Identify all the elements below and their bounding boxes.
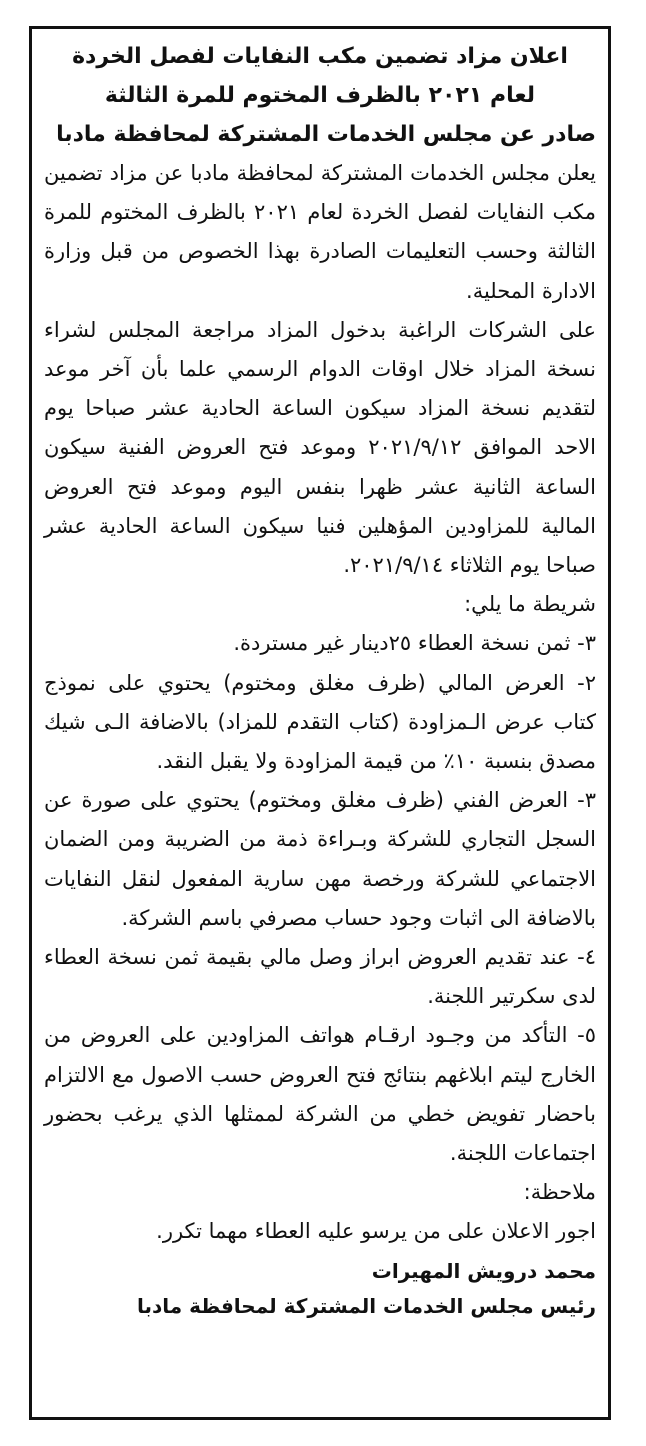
announcement-title [44,37,596,154]
signature-block [44,1254,596,1324]
note-header: ملاحظة: [523,1180,596,1205]
companies-paragraph: على الشركات الراغبة بدخول المزاد مراجعة المجلس لشراء نسخة المزاد خلال اوقات الدوام الرسمي علما بأن آخر موعد لتقديم نسخة المزاد سيكون الساعة الحادية عشر صباحا يوم الاحد الموافق ٢٠٢١/٩/١٢ وموعد فتح العروض الفنية سيكون الساعة الثانية عشر ظهرا بنفس اليوم وموعد فتح العروض المالية للمزاودين المؤهلين فنيا سيكون الساعة الحادية عشر صباحا يوم الثلاثاء ٢٠٢١/٩/١٤. [44,317,597,578]
title-line-1: اعلان مزاد تضمين مكب النفايات لفصل الخردة [72,44,568,69]
signatory-name: محمد درويش المهيرات [371,1258,596,1283]
condition-item-3: ٣- العرض الفني (ظرف مغلق ومختوم) يحتوي على صورة عن السجل التجاري للشركة وبـراءة ذمة من الضريبة ومن الضمان الاجتماعي للشركة ورخصة مهن سارية المفعول لنقل النفايات بالاضافة الى اثبات وجود حساب مصرفي باسم الشركة. [44,788,596,930]
note-text: اجور الاعلان على من يرسو عليه العطاء مهما تكرر. [156,1219,596,1244]
condition-header: شريطة ما يلي: [464,592,596,617]
title-line-3: صادر عن مجلس الخدمات المشتركة لمحافظة مادبا [56,122,596,147]
announcement-frame [29,26,611,1420]
announcement-content [44,37,596,1324]
intro-paragraph: يعلن مجلس الخدمات المشتركة لمحافظة مادبا عن مزاد تضمين مكب النفايات لفصل الخردة لعام ٢٠٢١ بالظرف المختوم للمرة الثالثة وحسب التعليمات الصادرة بهذا الخصوص من قبل وزارة الادارة المحلية. [44,161,596,303]
condition-item-1: ٣- ثمن نسخة العطاء ٢٥دينار غير مستردة. [233,631,596,656]
title-line-2: لعام ٢٠٢١ بالظرف المختوم للمرة الثالثة [104,83,536,108]
condition-item-5: ٥- التأكد من وجـود ارقـام هواتف المزاودين على العروض من الخارج ليتم ابلاغهم بنتائج فتح العروض حسب الاصول مع الالتزام باحضار تفويض خطي من الشركة لممثلها الذي يرغب بحضور اجتماعات اللجنة. [44,1023,596,1166]
signatory-position: رئيس مجلس الخدمات المشتركة لمحافظة مادبا [136,1293,596,1318]
announcement-body [44,154,596,1252]
condition-item-4: ٤- عند تقديم العروض ابراز وصل مالي بقيمة ثمن نسخة العطاء لدى سكرتير اللجنة. [44,945,596,1009]
condition-item-2: ٢- العرض المالي (ظرف مغلق ومختوم) يحتوي على نموذج كتاب عرض الـمزاودة (كتاب التقدم للمزاد) بالاضافة الـى شيك مصدق بنسبة ١٠٪ من قيمة المزاودة ولا يقبل النقد. [44,670,596,774]
